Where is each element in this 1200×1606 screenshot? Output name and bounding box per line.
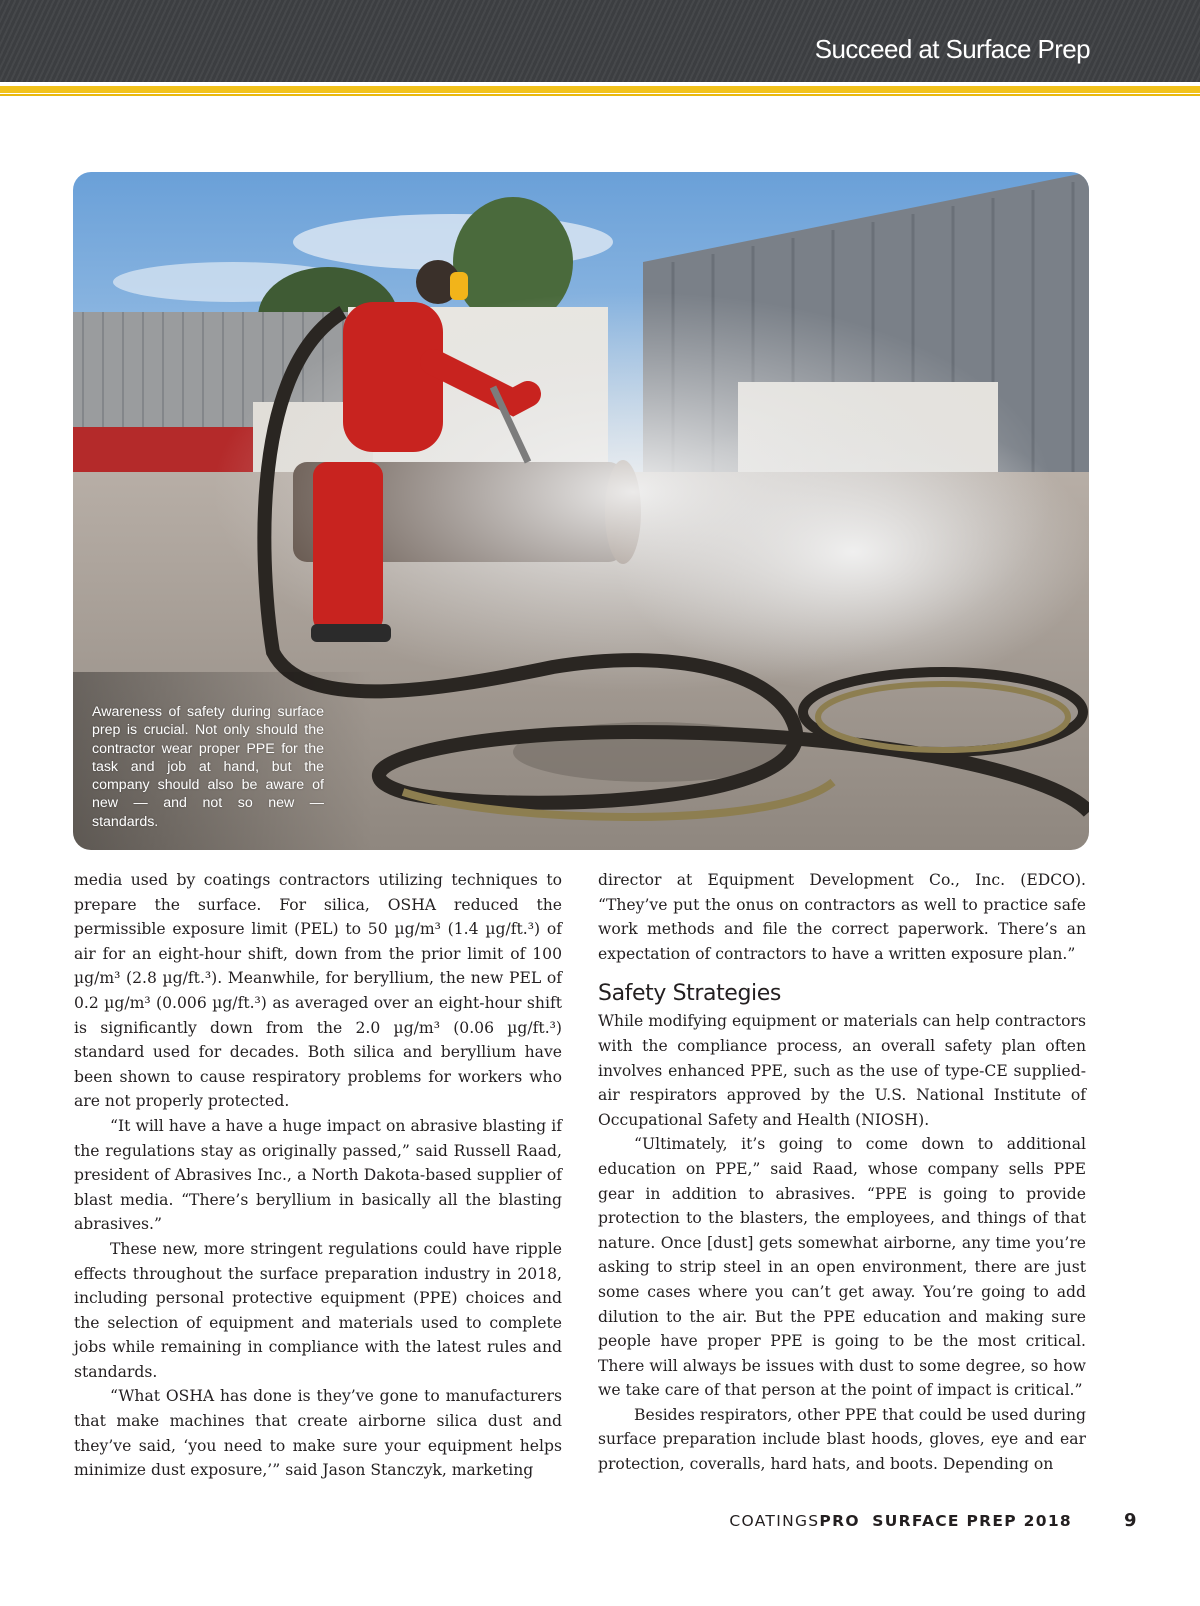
header-divider-yellow <box>0 86 1200 93</box>
paragraph: “What OSHA has done is they’ve gone to manufacturers that make machines that create airborne silica dust and they’ve said, ‘you need to make sure your equipment helps minimize dust exposure,’” said Jason Stanczyk, marketing <box>74 1387 562 1480</box>
issue-name: SURFACE PREP 2018 <box>872 1512 1072 1530</box>
paragraph: “It will have a have a huge impact on abrasive blasting if the regulations stay as originally passed,” said Russell Raad, president of Abrasives Inc., a North Dakota-based supplier of blast media. “There’s beryllium in basically all the blasting abrasives.” <box>74 1116 562 1234</box>
section-heading: Safety Strategies <box>598 981 781 1007</box>
photo-caption: Awareness of safety during surface prep is crucial. Not only should the contractor wear proper PPE for the task and job at hand, but the company should also be aware of new — and not so new — standards. <box>92 704 324 830</box>
header-divider-yellow-thin <box>0 94 1200 96</box>
brand-pro: PRO <box>819 1512 860 1530</box>
page-number: 9 <box>1124 1510 1137 1531</box>
paragraph: media used by coatings contractors utilizing techniques to prepare the surface. For silica, OSHA reduced the permissible exposure limit (PEL) to 50 µg/m³ (1.4 µg/ft.³) of air for an eight-hour shift, down from the prior limit of 100 µg/m³ (2.8 µg/ft.³). Meanwhile, for beryllium, the new PEL of 0.2 µg/m³ (0.006 µg/ft.³) as averaged over an eight-hour shift is significantly down from the 2.0 µg/m³ (0.06 µg/ft.³) standard used for decades. Both silica and beryllium have been shown to cause respiratory problems for workers who are not properly protected. <box>74 871 562 1111</box>
brand-coatings: COATINGS <box>729 1512 820 1530</box>
paragraph: “Ultimately, it’s going to come down to additional education on PPE,” said Raad, whose company sells PPE gear in addition to abrasives. “PPE is going to provide protection to the blasters, the employees, and things of that nature. Once [dust] gets somewhat airborne, any time you’re asking to strip steel in an open environment, there are just some cases where you can’t get away. You’re going to add dilution to the air. But the PPE education and making sure people have proper PPE is going to be the most critical. There will always be issues with dust to some degree, so how we take care of that person at the point of impact is critical.” <box>598 1135 1086 1400</box>
paragraph: While modifying equipment or materials can help contractors with the compliance process, an overall safety plan often involves enhanced PPE, such as the use of type-CE supplied-air respirators approved by the U.S. National Institute of Occupational Safety and Health (NIOSH). <box>598 1012 1086 1129</box>
page-footer <box>0 1509 1200 1533</box>
header-bar <box>0 0 1200 82</box>
publication-name <box>729 1512 1072 1530</box>
paragraph: Besides respirators, other PPE that could be used during surface preparation include blast hoods, gloves, eye and ear protection, coveralls, hard hats, and boots. Depending on <box>598 1405 1086 1474</box>
article-column-right <box>598 868 1086 1477</box>
paragraph: director at Equipment Development Co., Inc. (EDCO). “They’ve put the onus on contractors as well to practice safe work methods and file the correct paperwork. There’s an expectation of contractors to have a written exposure plan.” <box>598 871 1086 963</box>
article-column-left <box>74 868 562 1483</box>
paragraph: These new, more stringent regulations could have ripple effects throughout the surface preparation industry in 2018, including personal protective equipment (PPE) choices and the selection of equipment and materials used to complete jobs while remaining in compliance with the latest rules and standards. <box>74 1239 562 1381</box>
section-title: Succeed at Surface Prep <box>814 34 1090 64</box>
